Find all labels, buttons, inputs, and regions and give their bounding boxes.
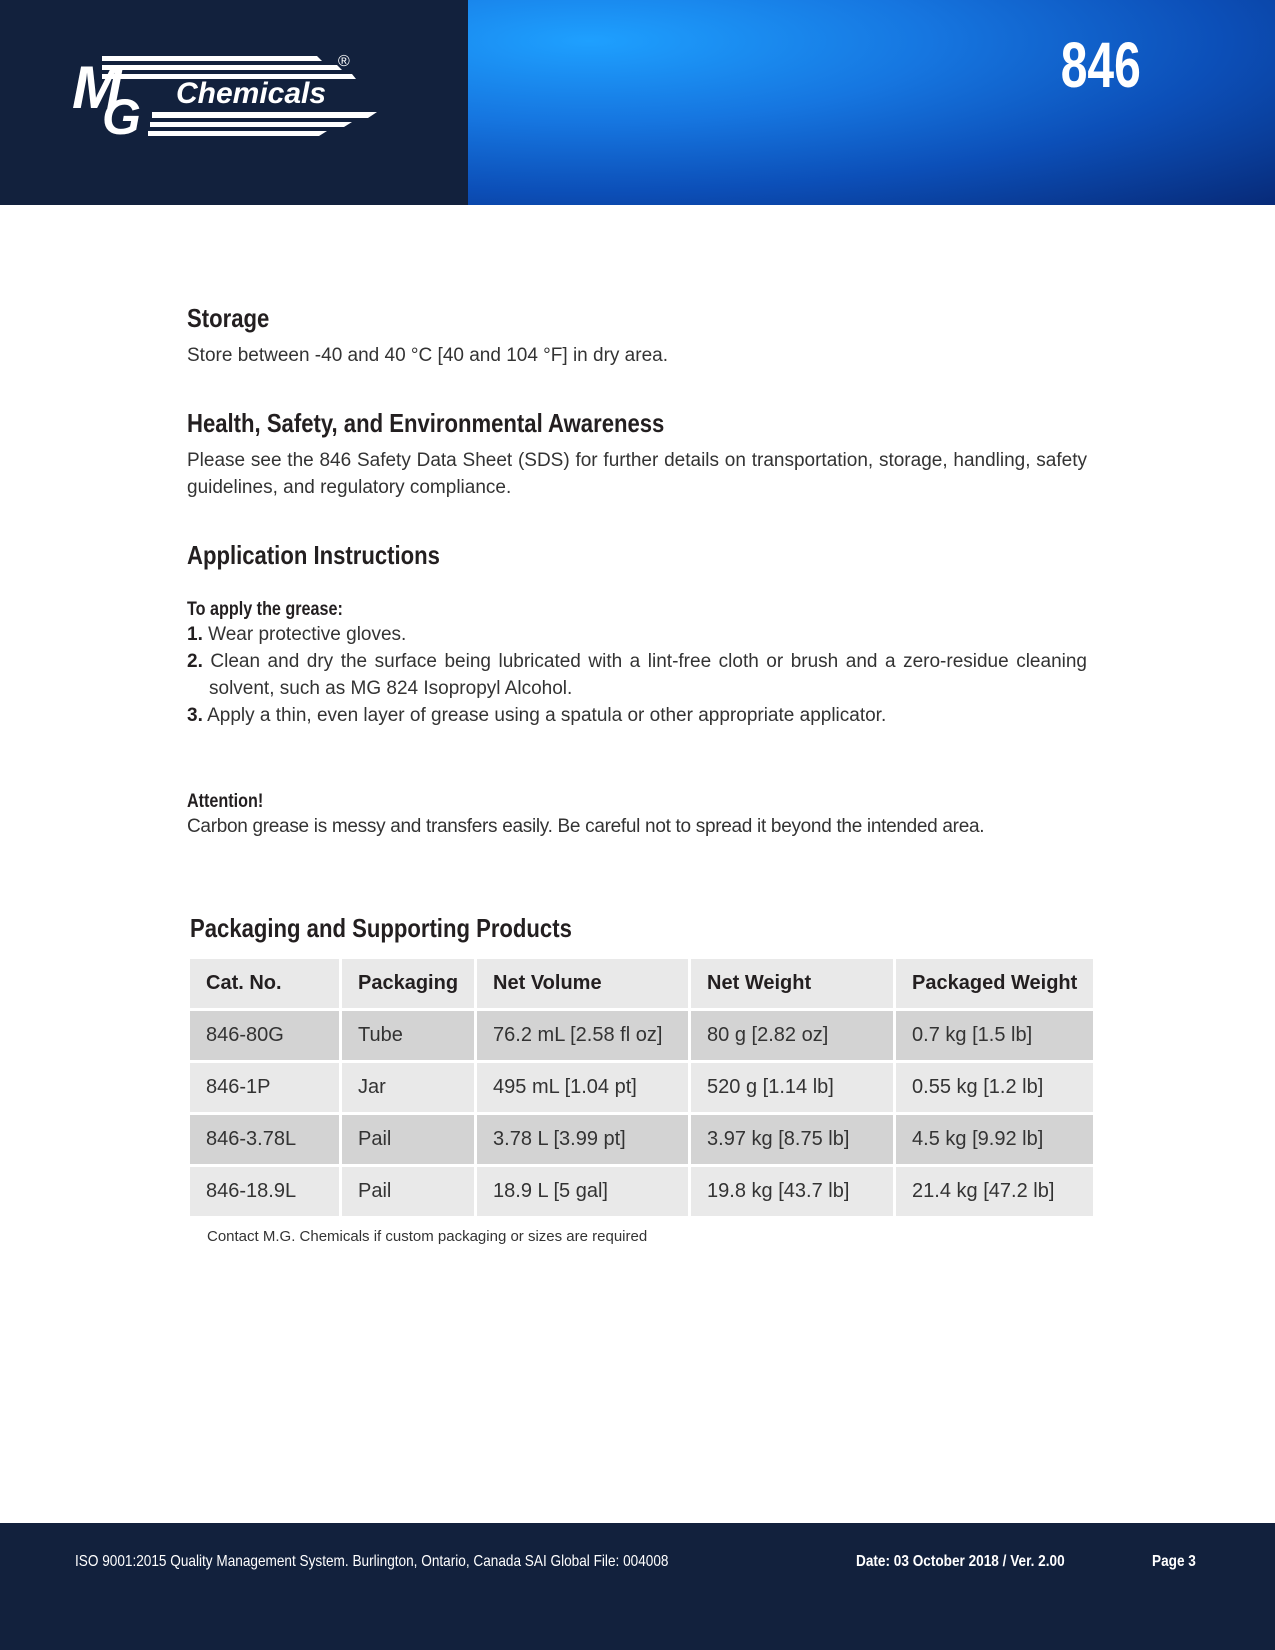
svg-text:Chemicals: Chemicals	[176, 77, 327, 110]
header-brand-panel	[0, 0, 468, 205]
svg-text:®: ®	[338, 53, 350, 70]
step-text: Clean and dry the surface being lubricated with a lint-free cloth or brush and a zero-residue cleaning solvent, such as MG 824 Isopropyl Alcohol.	[209, 651, 1087, 699]
attention-text: Carbon grease is messy and transfers easily. Be careful not to spread it beyond the intended area.	[187, 816, 985, 837]
column-header: Packaging	[342, 959, 474, 1008]
table-row	[190, 1115, 1093, 1164]
mg-chemicals-logo	[72, 50, 392, 145]
table-cell: 0.55 kg [1.2 lb]	[896, 1063, 1093, 1112]
table-cell: 3.97 kg [8.75 lb]	[691, 1115, 893, 1164]
column-header: Cat. No.	[190, 959, 339, 1008]
application-subtitle: To apply the grease:	[187, 599, 343, 620]
table-cell: 80 g [2.82 oz]	[691, 1011, 893, 1060]
health-section	[187, 408, 1087, 501]
table-cell: 18.9 L [5 gal]	[477, 1167, 688, 1216]
table-row	[190, 1011, 1093, 1060]
table-cell: 520 g [1.14 lb]	[691, 1063, 893, 1112]
column-header: Net Weight	[691, 959, 893, 1008]
table-cell: 846-18.9L	[190, 1167, 339, 1216]
header-banner	[468, 0, 1275, 205]
table-cell: 846-80G	[190, 1011, 339, 1060]
footer-page: Page 3	[1152, 1553, 1196, 1570]
health-text: Please see the 846 Safety Data Sheet (SDS) for further details on transportation, storage, handling, safety guidelines, and regulatory compliance.	[187, 450, 1087, 498]
table-cell: 19.8 kg [43.7 lb]	[691, 1167, 893, 1216]
table-cell: Tube	[342, 1011, 474, 1060]
step-text: Apply a thin, even layer of grease using a spatula or other appropriate applicator.	[207, 705, 887, 726]
application-heading: Application Instructions	[187, 540, 440, 570]
table-cell: Jar	[342, 1063, 474, 1112]
table-cell: 21.4 kg [47.2 lb]	[896, 1167, 1093, 1216]
table-row	[190, 1063, 1093, 1112]
table-cell: 846-3.78L	[190, 1115, 339, 1164]
table-cell: 3.78 L [3.99 pt]	[477, 1115, 688, 1164]
storage-text: Store between -40 and 40 °C [40 and 104 °F] in dry area.	[187, 345, 668, 366]
table-cell: 0.7 kg [1.5 lb]	[896, 1011, 1093, 1060]
step-number: 2.	[187, 651, 203, 672]
table-cell: 495 mL [1.04 pt]	[477, 1063, 688, 1112]
column-header: Packaged Weight	[896, 959, 1093, 1008]
packaging-note: Contact M.G. Chemicals if custom packaging or sizes are required	[207, 1228, 648, 1245]
packaging-heading: Packaging and Supporting Products	[190, 913, 572, 943]
step-item	[187, 702, 1087, 729]
svg-text:M: M	[72, 54, 122, 121]
storage-heading: Storage	[187, 303, 270, 333]
packaging-section	[190, 913, 1090, 944]
step-number: 1.	[187, 624, 203, 645]
svg-text:G: G	[102, 89, 141, 145]
table-header-row	[190, 959, 1093, 1008]
step-number: 3.	[187, 705, 203, 726]
application-section	[187, 540, 1087, 729]
product-number: 846	[1060, 29, 1141, 101]
table-cell: 846-1P	[190, 1063, 339, 1112]
packaging-table	[187, 956, 1096, 1219]
table-cell: Pail	[342, 1167, 474, 1216]
attention-section	[187, 791, 1087, 840]
step-item	[187, 621, 1087, 648]
table-cell: 76.2 mL [2.58 fl oz]	[477, 1011, 688, 1060]
footer-date: Date: 03 October 2018 / Ver. 2.00	[856, 1553, 1065, 1570]
step-item	[187, 648, 1087, 702]
footer	[0, 1523, 1275, 1650]
storage-section	[187, 303, 1087, 369]
footer-iso: ISO 9001:2015 Quality Management System. Burlington, Ontario, Canada SAI Global File: 004008	[75, 1553, 669, 1570]
step-text: Wear protective gloves.	[208, 624, 407, 645]
column-header: Net Volume	[477, 959, 688, 1008]
table-cell: 4.5 kg [9.92 lb]	[896, 1115, 1093, 1164]
table-row	[190, 1167, 1093, 1216]
health-heading: Health, Safety, and Environmental Awareness	[187, 408, 665, 438]
attention-heading: Attention!	[187, 791, 264, 812]
table-cell: Pail	[342, 1115, 474, 1164]
